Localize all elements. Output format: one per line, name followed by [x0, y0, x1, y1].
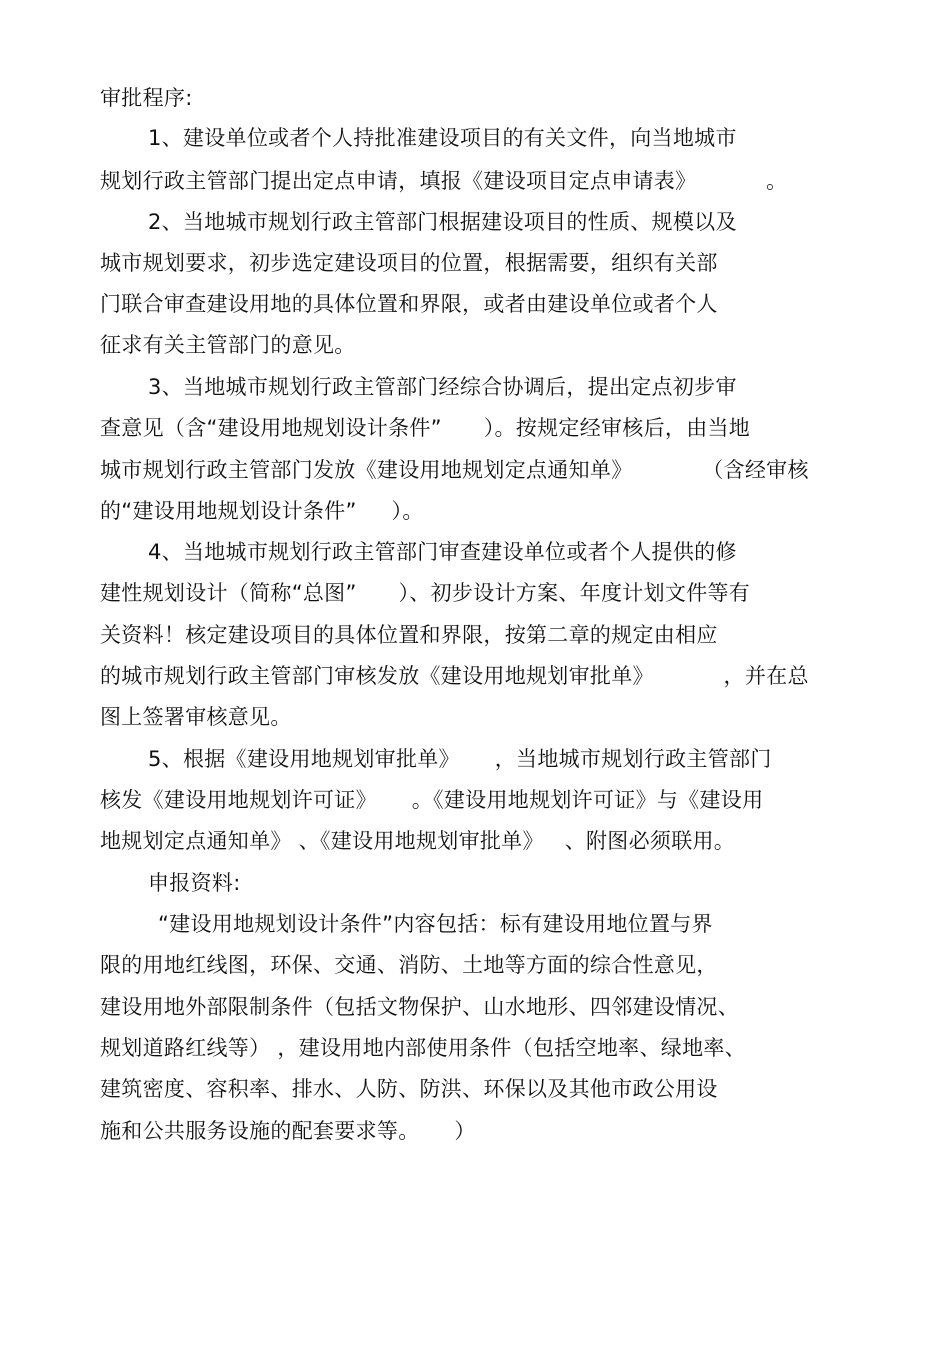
paragraph-line: “建设用地规划设计条件”内容包括：标有建设用地位置与界: [158, 912, 713, 936]
paragraph-line: 门联合审查建设用地的具体位置和界限，或者由建设单位或者个人: [100, 292, 718, 316]
paragraph-line: 查意见（含“建设用地规划设计条件” ）。按规定经审核后，由当地: [100, 416, 751, 440]
paragraph-line: 4、当地城市规划行政主管部门审查建设单位或者个人提供的修: [148, 540, 737, 564]
section-heading-materials: 申报资料:: [148, 871, 241, 895]
paragraph-line: 建筑密度、容积率、排水、人防、防洪、环保以及其他市政公用设: [100, 1077, 718, 1101]
paragraph-line: 地规划定点通知单》 、《建设用地规划审批单》 、附图必须联用。: [100, 829, 736, 853]
paragraph-line: 图上签署审核意见。: [100, 705, 292, 729]
paragraph-line: 限的用地红线图，环保、交通、消防、土地等方面的综合性意见，: [100, 953, 718, 977]
paragraph-line: 关资料！核定建设项目的具体位置和界限，按第二章的规定由相应: [100, 623, 718, 647]
paragraph-line: 施和公共服务设施的配套要求等。 ）: [100, 1119, 476, 1143]
paragraph-line: 的“建设用地规划设计条件” ）。: [100, 499, 424, 523]
paragraph-line: 规划道路红线等） ，建设用地内部使用条件（包括空地率、绿地率、: [100, 1036, 746, 1060]
paragraph-line: 城市规划要求，初步选定建设项目的位置，根据需要，组织有关部: [100, 251, 718, 275]
paragraph-line: 的城市规划行政主管部门审核发放《建设用地规划审批单》 ，并在总: [100, 664, 809, 688]
paragraph-line: 5、根据《建设用地规划审批单》 ，当地城市规划行政主管部门: [148, 747, 772, 771]
paragraph-line: 征求有关主管部门的意见。: [100, 333, 356, 357]
paragraph-line: 3、当地城市规划行政主管部门经综合协调后，提出定点初步审: [148, 375, 737, 399]
section-heading-approval: 审批程序:: [100, 86, 193, 110]
paragraph-line: 规划行政主管部门提出定点申请，填报《建设项目定点申请表》 。: [100, 169, 788, 193]
paragraph-line: 核发《建设用地规划许可证》 。《建设用地规划许可证》与《建设用: [100, 788, 764, 812]
paragraph-line: 城市规划行政主管部门发放《建设用地规划定点通知单》 （含经审核: [100, 458, 809, 482]
paragraph-line: 2、当地城市规划行政主管部门根据建设项目的性质、规模以及: [148, 210, 737, 234]
paragraph-line: 建设用地外部限制条件（包括文物保护、山水地形、四邻建设情况、: [100, 995, 739, 1019]
paragraph-line: 建性规划设计（简称“总图” ）、初步设计方案、年度计划文件等有: [100, 581, 751, 605]
paragraph-line: 1、建设单位或者个人持批准建设项目的有关文件，向当地城市: [148, 126, 737, 150]
